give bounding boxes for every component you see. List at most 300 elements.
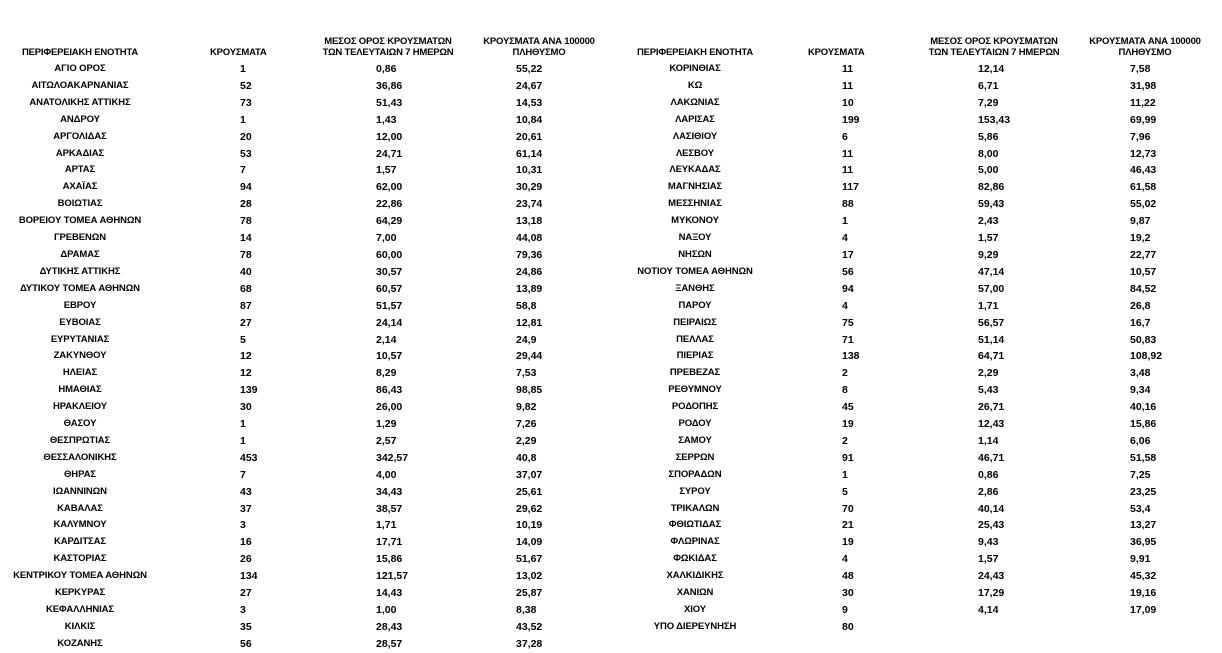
per100k-cell: 14,53 [516, 96, 543, 109]
table-row [0, 264, 620, 281]
per100k-cell: 3,48 [1130, 367, 1151, 380]
region-name-cell: ΛΕΣΒΟΥ [675, 147, 715, 159]
per100k-cell: 19,2 [1130, 232, 1151, 245]
cases-cell: 17 [842, 248, 854, 261]
avg7-cell: 64,71 [978, 350, 1005, 363]
avg7-cell: 38,57 [376, 502, 403, 515]
avg7-cell: 51,57 [376, 299, 403, 312]
region-name-cell: ΑΝΔΡΟΥ [60, 113, 100, 125]
per100k-cell: 50,83 [1130, 333, 1157, 346]
cases-cell: 48 [842, 570, 854, 583]
avg7-cell: 60,00 [376, 248, 403, 261]
table-row [0, 146, 620, 163]
avg7-cell: 5,43 [978, 384, 999, 397]
cases-cell: 9 [842, 604, 848, 616]
per100k-cell: 23,74 [516, 198, 543, 211]
table-row [620, 112, 1222, 129]
per100k-cell: 55,22 [516, 63, 543, 75]
per100k-cell: 46,43 [1130, 164, 1157, 177]
table-row [0, 467, 620, 484]
cases-cell: 5 [240, 333, 246, 346]
avg7-cell: 1,00 [376, 604, 397, 616]
cases-cell: 16 [240, 536, 252, 549]
table-row [620, 348, 1222, 365]
per100k-cell [1068, 619, 1222, 636]
avg7-cell: 342,57 [376, 451, 409, 464]
avg7-cell: 14,43 [376, 587, 403, 600]
per100k-cell: 13,02 [516, 570, 543, 583]
cases-cell: 70 [842, 502, 854, 515]
table-row [620, 568, 1222, 585]
region-name-cell: ΜΕΣΣΗΝΙΑΣ [668, 198, 722, 210]
avg7-cell: 47,14 [978, 265, 1005, 278]
per100k-cell: 29,62 [516, 502, 543, 515]
header-cases: ΚΡΟΥΣΜΑΤΑ [808, 47, 865, 58]
per100k-cell: 98,85 [516, 384, 543, 397]
region-name-cell: ΠΕΙΡΑΙΩΣ [673, 316, 717, 328]
per100k-cell: 51,58 [1130, 451, 1157, 464]
avg7-cell: 1,29 [376, 418, 397, 431]
cases-cell: 37 [240, 502, 252, 515]
table-row [620, 264, 1222, 281]
per100k-cell: 24,9 [516, 333, 537, 346]
cases-cell: 1 [842, 215, 848, 228]
per100k-cell: 55,02 [1130, 198, 1157, 211]
cases-cell: 117 [842, 181, 859, 194]
per100k-cell: 7,53 [516, 367, 537, 380]
table-row [620, 298, 1222, 315]
cases-cell: 10 [842, 96, 854, 109]
region-name-cell: ΛΕΥΚΑΔΑΣ [669, 164, 721, 176]
avg7-cell: 59,43 [978, 198, 1005, 211]
per100k-cell: 69,99 [1130, 113, 1157, 126]
per100k-cell: 44,08 [516, 232, 543, 245]
region-name-cell: ΡΕΘΥΜΝΟΥ [668, 384, 722, 396]
per100k-cell: 40,16 [1130, 401, 1157, 414]
per100k-cell: 10,84 [516, 113, 543, 126]
table-row [0, 619, 620, 636]
header-region: ΠΕΡΙΦΕΡΕΙΑΚΗ ΕΝΟΤΗΤΑ [21, 47, 139, 58]
header-avg7: ΜΕΣΟΣ ΟΡΟΣ ΚΡΟΥΣΜΑΤΩΝ ΤΩΝ ΤΕΛΕΥΤΑΙΩΝ 7 ΗΜΕΡΩΝ [322, 36, 454, 58]
avg7-cell: 1,57 [978, 553, 999, 566]
region-name-cell: ΑΙΤΩΛΟΑΚΑΡΝΑΝΙΑΣ [31, 79, 129, 91]
table-row [0, 95, 620, 112]
avg7-cell: 40,14 [978, 502, 1005, 515]
region-name-cell: ΚΕΡΚΥΡΑΣ [54, 587, 106, 599]
region-name-cell: ΕΒΡΟΥ [63, 299, 97, 311]
cases-cell: 30 [842, 587, 854, 600]
avg7-cell: 51,43 [376, 96, 403, 109]
table-row [620, 467, 1222, 484]
avg7-cell: 12,00 [376, 130, 403, 143]
per100k-cell: 13,89 [516, 282, 543, 295]
region-name-cell: ΚΙΛΚΙΣ [64, 620, 96, 632]
per100k-cell: 13,27 [1130, 519, 1157, 532]
avg7-cell: 17,71 [376, 536, 403, 549]
avg7-cell: 17,29 [978, 587, 1005, 600]
region-name-cell: ΑΡΤΑΣ [64, 164, 96, 176]
cases-cell: 73 [240, 96, 252, 109]
region-name-cell: ΚΟΡΙΝΘΙΑΣ [669, 63, 721, 74]
per100k-cell: 36,95 [1130, 536, 1157, 549]
cases-cell: 11 [842, 147, 854, 160]
region-name-cell: ΤΡΙΚΑΛΩΝ [670, 502, 720, 514]
avg7-cell: 0,86 [978, 468, 999, 481]
avg7-cell: 30,57 [376, 265, 403, 278]
avg7-cell: 2,57 [376, 434, 397, 447]
region-name-cell: ΑΝΑΤΟΛΙΚΗΣ ΑΤΤΙΚΗΣ [29, 96, 131, 108]
per100k-cell: 51,67 [516, 553, 543, 566]
table-row [0, 230, 620, 247]
per100k-cell: 40,8 [516, 451, 537, 464]
table-row [620, 146, 1222, 163]
cases-cell: 7 [240, 468, 246, 481]
avg7-cell: 36,86 [376, 79, 403, 92]
table-row [620, 332, 1222, 349]
avg7-cell: 51,14 [978, 333, 1005, 346]
cases-cell: 78 [240, 215, 252, 228]
avg7-cell: 15,86 [376, 553, 403, 566]
table-row [0, 365, 620, 382]
cases-cell: 8 [842, 384, 848, 397]
table-body-right [620, 61, 1222, 636]
region-name-cell: ΦΘΙΩΤΙΔΑΣ [668, 519, 722, 531]
per100k-cell: 37,07 [516, 468, 543, 481]
avg7-cell: 28,57 [376, 637, 403, 650]
avg7-cell: 2,14 [376, 333, 397, 346]
per100k-cell: 108,92 [1130, 350, 1163, 363]
region-name-cell: ΧΙΟΥ [683, 604, 707, 615]
per100k-cell: 10,57 [1130, 265, 1157, 278]
cases-cell: 11 [842, 164, 854, 177]
cases-cell: 11 [842, 63, 854, 75]
cases-cell: 11 [842, 79, 854, 92]
avg7-cell: 12,14 [978, 63, 1005, 75]
table-row [620, 416, 1222, 433]
region-name-cell: ΗΜΑΘΙΑΣ [58, 384, 102, 396]
avg7-cell: 1,57 [376, 164, 397, 177]
cases-cell: 453 [240, 451, 258, 464]
cases-cell: 14 [240, 232, 252, 245]
avg7-cell: 8,29 [376, 367, 397, 380]
avg7-cell: 5,86 [978, 130, 999, 143]
region-name-cell: ΔΡΑΜΑΣ [60, 248, 100, 260]
region-name-cell: ΣΕΡΡΩΝ [675, 451, 715, 463]
per100k-cell: 37,28 [516, 637, 543, 650]
cases-cell: 7 [240, 164, 246, 177]
cases-cell: 12 [240, 350, 252, 363]
region-name-cell: ΣΑΜΟΥ [678, 434, 712, 446]
region-name-cell: ΒΟΙΩΤΙΑΣ [57, 198, 103, 210]
table-header-row [620, 10, 1222, 61]
avg7-cell: 82,86 [978, 181, 1005, 194]
per100k-cell: 2,29 [516, 434, 537, 447]
cases-cell: 56 [240, 637, 252, 650]
table-row [620, 619, 1222, 636]
table-row [620, 230, 1222, 247]
table-row [620, 95, 1222, 112]
per100k-cell: 11,22 [1130, 96, 1156, 109]
region-name-cell: ΚΟΖΑΝΗΣ [57, 637, 103, 649]
table-row [620, 433, 1222, 450]
cases-table-left [0, 10, 620, 653]
per100k-cell: 15,86 [1130, 418, 1157, 431]
table-row [0, 484, 620, 501]
table-row [0, 585, 620, 602]
region-name-cell: ΘΑΣΟΥ [63, 418, 97, 430]
per100k-cell: 7,25 [1130, 468, 1151, 481]
table-row [620, 382, 1222, 399]
cases-cell: 19 [842, 418, 854, 431]
per100k-cell: 31,98 [1130, 79, 1157, 92]
region-name-cell: ΗΡΑΚΛΕΙΟΥ [52, 401, 108, 413]
cases-cell: 94 [240, 181, 252, 194]
per100k-cell: 9,91 [1130, 553, 1151, 566]
table-row [0, 636, 620, 653]
region-name-cell: ΡΟΔΟΥ [678, 418, 712, 430]
avg7-cell: 1,14 [978, 434, 999, 447]
cases-cell: 199 [842, 113, 860, 126]
per100k-cell: 26,8 [1130, 299, 1151, 312]
table-row [0, 517, 620, 534]
avg7-cell: 9,43 [978, 536, 999, 549]
cases-cell: 94 [842, 282, 854, 295]
region-name-cell: ΜΥΚΟΝΟΥ [671, 215, 719, 227]
table-row [620, 602, 1222, 619]
avg7-cell: 64,29 [376, 215, 403, 228]
cases-cell: 138 [842, 350, 860, 363]
cases-cell: 87 [240, 299, 252, 312]
cases-cell: 35 [240, 620, 252, 633]
avg7-cell: 46,71 [978, 451, 1005, 464]
cases-cell: 88 [842, 198, 854, 211]
table-row [0, 602, 620, 619]
table-row [0, 112, 620, 129]
cases-cell: 19 [842, 536, 854, 549]
table-row [0, 247, 620, 264]
region-name-cell: ΓΡΕΒΕΝΩΝ [53, 232, 107, 244]
table-row [0, 450, 620, 467]
table-row [0, 433, 620, 450]
avg7-cell: 2,43 [978, 215, 999, 228]
region-name-cell: ΕΥΡΥΤΑΝΙΑΣ [50, 333, 110, 345]
region-name-cell: ΠΡΕΒΕΖΑΣ [669, 367, 721, 379]
region-name-cell: ΦΛΩΡΙΝΑΣ [670, 536, 720, 548]
region-name-cell: ΝΗΣΩΝ [678, 248, 712, 260]
per100k-cell: 7,26 [516, 418, 537, 431]
per100k-cell: 16,7 [1130, 316, 1151, 329]
avg7-cell: 25,43 [978, 519, 1005, 532]
table-row [620, 281, 1222, 298]
cases-cell: 78 [240, 248, 252, 261]
region-name-cell: ΘΕΣΠΡΩΤΙΑΣ [49, 434, 111, 446]
per100k-cell: 45,32 [1130, 570, 1157, 583]
region-name-cell: ΠΕΛΛΑΣ [676, 333, 714, 345]
table-row [620, 315, 1222, 332]
avg7-cell: 4,00 [376, 468, 397, 481]
cases-cell: 26 [240, 553, 252, 566]
region-name-cell: ΧΑΛΚΙΔΙΚΗΣ [666, 570, 724, 582]
per100k-cell: 23,25 [1130, 485, 1157, 498]
avg7-cell [920, 619, 1068, 636]
region-name-cell: ΠΑΡΟΥ [678, 299, 712, 311]
avg7-cell: 10,57 [376, 350, 403, 363]
cases-cell: 1 [240, 63, 246, 75]
region-name-cell: ΛΑΡΙΣΑΣ [675, 113, 715, 125]
cases-cell: 5 [842, 485, 848, 498]
table-row [620, 129, 1222, 146]
cases-cell: 20 [240, 130, 252, 143]
table-row [0, 534, 620, 551]
table-row [620, 585, 1222, 602]
avg7-cell: 24,71 [376, 147, 403, 160]
per100k-cell: 9,34 [1130, 384, 1151, 397]
table-row [0, 501, 620, 518]
cases-cell: 21 [842, 519, 854, 532]
cases-cell: 68 [240, 282, 252, 295]
region-name-cell: ΔΥΤΙΚΟΥ ΤΟΜΕΑ ΑΘΗΝΩΝ [20, 282, 140, 294]
avg7-cell: 26,00 [376, 401, 403, 414]
avg7-cell: 2,86 [978, 485, 999, 498]
avg7-cell: 26,71 [978, 401, 1005, 414]
per100k-cell: 22,77 [1130, 248, 1157, 261]
per100k-cell: 43,52 [516, 620, 543, 633]
avg7-cell: 28,43 [376, 620, 403, 633]
avg7-cell: 0,86 [376, 63, 397, 75]
per100k-cell: 12,73 [1130, 147, 1157, 160]
region-name-cell: ΚΑΒΑΛΑΣ [57, 502, 103, 514]
avg7-cell: 24,43 [978, 570, 1005, 583]
per100k-cell: 25,87 [516, 587, 543, 600]
per100k-cell: 8,38 [516, 604, 537, 616]
per100k-cell: 12,81 [516, 316, 543, 329]
per100k-cell: 19,16 [1130, 587, 1157, 600]
table-row [620, 517, 1222, 534]
avg7-cell: 57,00 [978, 282, 1005, 295]
avg7-cell: 1,71 [376, 519, 397, 532]
avg7-cell: 7,00 [376, 232, 397, 245]
avg7-cell: 1,57 [978, 232, 999, 245]
region-name-cell: ΜΑΓΝΗΣΙΑΣ [667, 181, 723, 193]
table-row [0, 179, 620, 196]
avg7-cell: 1,71 [978, 299, 999, 312]
avg7-cell: 5,00 [978, 164, 999, 177]
per100k-cell: 58,8 [516, 299, 537, 312]
cases-cell: 56 [842, 265, 854, 278]
avg7-cell: 60,57 [376, 282, 403, 295]
header-per100k: ΚΡΟΥΣΜΑΤΑ ΑΝΑ 100000 ΠΛΗΘΥΣΜΟ [1089, 36, 1201, 58]
table-row [620, 162, 1222, 179]
header-per100k: ΚΡΟΥΣΜΑΤΑ ΑΝΑ 100000 ΠΛΗΘΥΣΜΟ [483, 36, 595, 58]
table-row [620, 213, 1222, 230]
region-name-cell: ΞΑΝΘΗΣ [675, 282, 715, 294]
table-row [0, 61, 620, 78]
cases-cell: 28 [240, 198, 252, 211]
avg7-cell: 12,43 [978, 418, 1005, 431]
table-row [620, 534, 1222, 551]
region-name-cell: ΠΙΕΡΙΑΣ [676, 350, 714, 362]
table-row [0, 162, 620, 179]
avg7-cell: 4,14 [978, 604, 999, 616]
cases-cell: 27 [240, 587, 252, 600]
table-row [620, 179, 1222, 196]
table-row [0, 281, 620, 298]
region-name-cell: ΡΟΔΟΠΗΣ [671, 401, 719, 413]
region-name-cell: ΣΠΟΡΑΔΩΝ [668, 468, 722, 480]
per100k-cell: 25,61 [516, 485, 543, 498]
region-name-cell: ΝΟΤΙΟΥ ΤΟΜΕΑ ΑΘΗΝΩΝ [637, 265, 753, 277]
header-avg7: ΜΕΣΟΣ ΟΡΟΣ ΚΡΟΥΣΜΑΤΩΝ ΤΩΝ ΤΕΛΕΥΤΑΙΩΝ 7 ΗΜΕΡΩΝ [928, 36, 1060, 58]
avg7-cell: 7,29 [978, 96, 999, 109]
table-body-left [0, 61, 620, 653]
header-region: ΠΕΡΙΦΕΡΕΙΑΚΗ ΕΝΟΤΗΤΑ [636, 47, 754, 58]
per100k-cell: 24,67 [516, 79, 543, 92]
cases-cell: 43 [240, 485, 252, 498]
region-name-cell: ΙΩΑΝΝΙΝΩΝ [53, 485, 107, 497]
avg7-cell: 34,43 [376, 485, 403, 498]
per100k-cell: 9,82 [516, 401, 537, 414]
region-name-cell: ΚΩ [687, 79, 703, 91]
table-row [620, 61, 1222, 78]
table-row [0, 213, 620, 230]
cases-cell: 3 [240, 519, 246, 532]
cases-cell: 4 [842, 299, 848, 312]
region-name-cell: ΔΥΤΙΚΗΣ ΑΤΤΙΚΗΣ [39, 265, 121, 277]
avg7-cell: 56,57 [978, 316, 1005, 329]
per100k-cell: 10,31 [516, 164, 543, 177]
cases-cell: 2 [842, 434, 848, 447]
table-row [620, 247, 1222, 264]
table-row [620, 484, 1222, 501]
cases-cell: 45 [842, 401, 854, 414]
table-row [0, 568, 620, 585]
cases-cell: 91 [842, 451, 854, 464]
table-row [620, 551, 1222, 568]
cases-cell: 1 [240, 418, 246, 431]
region-name-cell: ΖΑΚΥΝΘΟΥ [53, 350, 107, 362]
table-row [0, 382, 620, 399]
region-name-cell: ΛΑΣΙΘΙΟΥ [672, 130, 718, 142]
per100k-cell: 7,96 [1130, 130, 1151, 143]
per100k-cell: 24,86 [516, 265, 543, 278]
region-name-cell: ΣΥΡΟΥ [679, 485, 711, 497]
table-row [0, 551, 620, 568]
region-name-cell: ΚΑΛΥΜΝΟΥ [53, 519, 107, 531]
header-cases: ΚΡΟΥΣΜΑΤΑ [210, 47, 267, 58]
per100k-cell: 13,18 [516, 215, 543, 228]
avg7-cell: 6,71 [978, 79, 999, 92]
table-row [0, 348, 620, 365]
region-name-cell: ΘΕΣΣΑΛΟΝΙΚΗΣ [43, 451, 117, 463]
cases-cell: 80 [842, 620, 854, 633]
avg7-cell: 9,29 [978, 248, 999, 261]
per100k-cell: 79,36 [516, 248, 543, 261]
cases-cell: 53 [240, 147, 252, 160]
per100k-cell: 61,14 [516, 147, 543, 160]
region-name-cell: ΑΡΚΑΔΙΑΣ [55, 147, 105, 159]
cases-cell: 27 [240, 316, 252, 329]
avg7-cell: 2,29 [978, 367, 999, 380]
cases-cell: 71 [842, 333, 854, 346]
table-header-row [0, 10, 620, 61]
cases-cell: 2 [842, 367, 848, 380]
table-row [0, 196, 620, 213]
region-name-cell: ΕΥΒΟΙΑΣ [59, 316, 101, 328]
cases-cell: 30 [240, 401, 252, 414]
avg7-cell: 62,00 [376, 181, 403, 194]
avg7-cell: 1,43 [376, 113, 397, 126]
table-row [620, 450, 1222, 467]
